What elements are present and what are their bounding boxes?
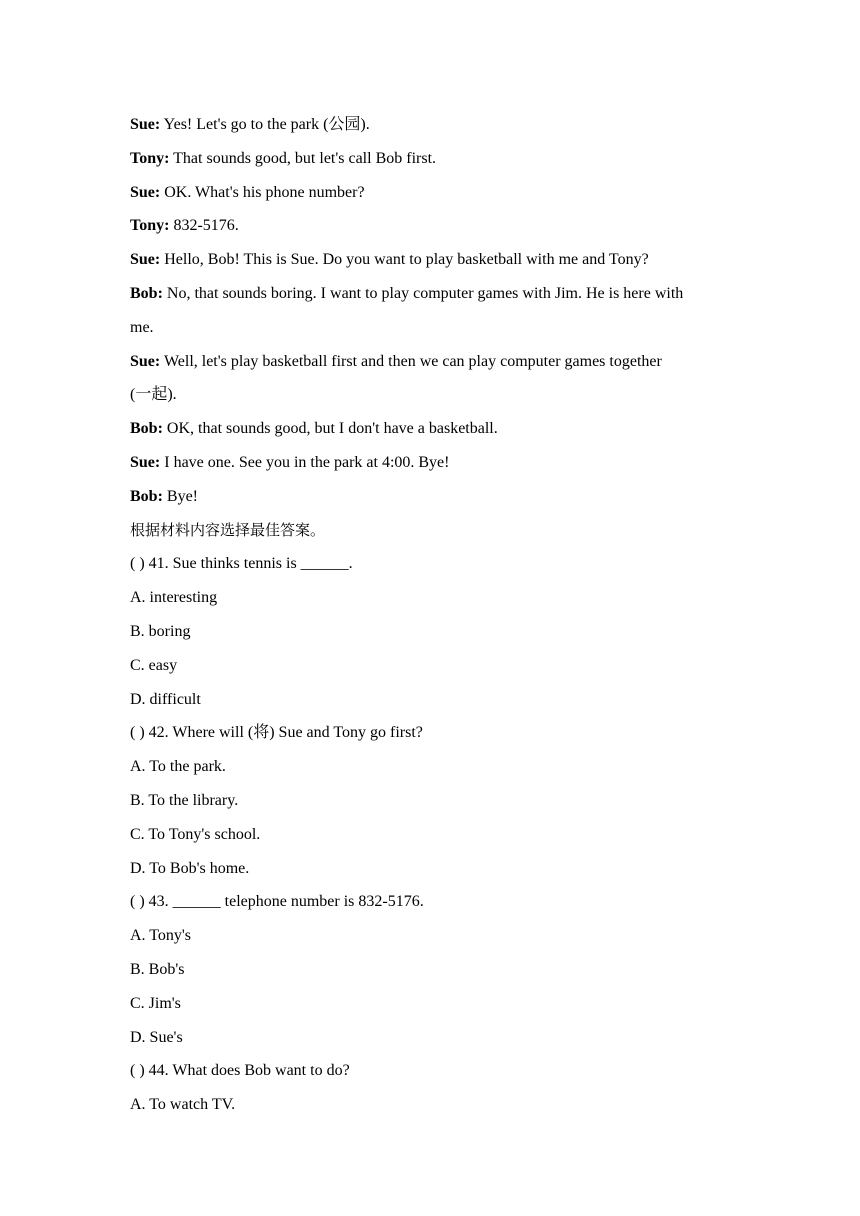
- dialogue-line: [130, 277, 740, 311]
- answer-option: C. easy: [130, 656, 178, 674]
- document-page: [130, 108, 740, 1122]
- answer-option: B. boring: [130, 622, 191, 640]
- answer-option: A. Tony's: [130, 927, 192, 945]
- speaker-name: Tony:: [130, 217, 170, 235]
- speaker-name: Bob:: [130, 284, 163, 302]
- answer-option: B. Bob's: [130, 960, 185, 978]
- dialogue-line: [130, 480, 740, 514]
- dialogue: [130, 108, 740, 514]
- speaker-name: Sue:: [130, 352, 161, 370]
- speaker-name: Sue:: [130, 116, 161, 133]
- line-text: OK, that sounds good, but I don't have a basketball.: [162, 420, 498, 438]
- line-text: me.: [130, 318, 154, 336]
- question-44: [130, 1054, 740, 1122]
- speaker-name: Tony:: [130, 149, 170, 167]
- line-text: Bye!: [162, 487, 199, 505]
- line-text: That sounds good, but let's call Bob first.: [169, 149, 437, 167]
- question-41: [130, 547, 740, 716]
- answer-option: D. Sue's: [130, 1028, 183, 1046]
- question-stem: ( ) 41. Sue thinks tennis is ______.: [130, 555, 353, 573]
- question-43: [130, 885, 740, 1054]
- dialogue-line: [130, 176, 740, 210]
- answer-option: A. To the park.: [130, 758, 226, 776]
- speaker-name: Sue:: [130, 251, 161, 269]
- line-text: OK. What's his phone number?: [160, 183, 365, 201]
- line-text: Hello, Bob! This is Sue. Do you want to play basketball with me and Tony?: [160, 251, 649, 269]
- answer-option: D. difficult: [130, 690, 201, 708]
- question-42: [130, 716, 740, 885]
- dialogue-line: [130, 345, 740, 379]
- question-stem: ( ) 43. ______ telephone number is 832-5176.: [130, 893, 424, 911]
- dialogue-line: [130, 446, 740, 480]
- dialogue-line: [130, 243, 740, 277]
- instruction: 根据材料内容选择最佳答案。: [130, 520, 326, 539]
- speaker-name: Sue:: [130, 453, 161, 471]
- speaker-name: Bob:: [130, 487, 163, 505]
- answer-option: A. To watch TV.: [130, 1096, 236, 1114]
- dialogue-line: [130, 209, 740, 243]
- dialogue-line: [130, 142, 740, 176]
- dialogue-line: [130, 412, 740, 446]
- line-text: Well, let's play basketball first and then we can play computer games together: [160, 352, 662, 370]
- dialogue-line: [130, 108, 740, 142]
- speaker-name: Sue:: [130, 183, 161, 201]
- speaker-name: Bob:: [130, 420, 163, 438]
- question-stem: ( ) 44. What does Bob want to do?: [130, 1062, 350, 1080]
- line-text: No, that sounds boring. I want to play computer games with Jim. He is here with: [162, 284, 684, 302]
- question-stem: ( ) 42. Where will (将) Sue and Tony go first?: [130, 724, 423, 742]
- dialogue-line: [130, 311, 740, 345]
- answer-option: C. Jim's: [130, 994, 181, 1012]
- answer-option: D. To Bob's home.: [130, 859, 250, 877]
- line-text: I have one. See you in the park at 4:00. Bye!: [160, 453, 450, 471]
- answer-option: A. interesting: [130, 589, 218, 607]
- line-text: (一起).: [130, 386, 177, 404]
- answer-option: C. To Tony's school.: [130, 825, 261, 843]
- line-text: Yes! Let's go to the park (公园).: [160, 116, 370, 133]
- dialogue-line: [130, 378, 740, 412]
- line-text: 832-5176.: [169, 217, 239, 235]
- answer-option: B. To the library.: [130, 791, 239, 809]
